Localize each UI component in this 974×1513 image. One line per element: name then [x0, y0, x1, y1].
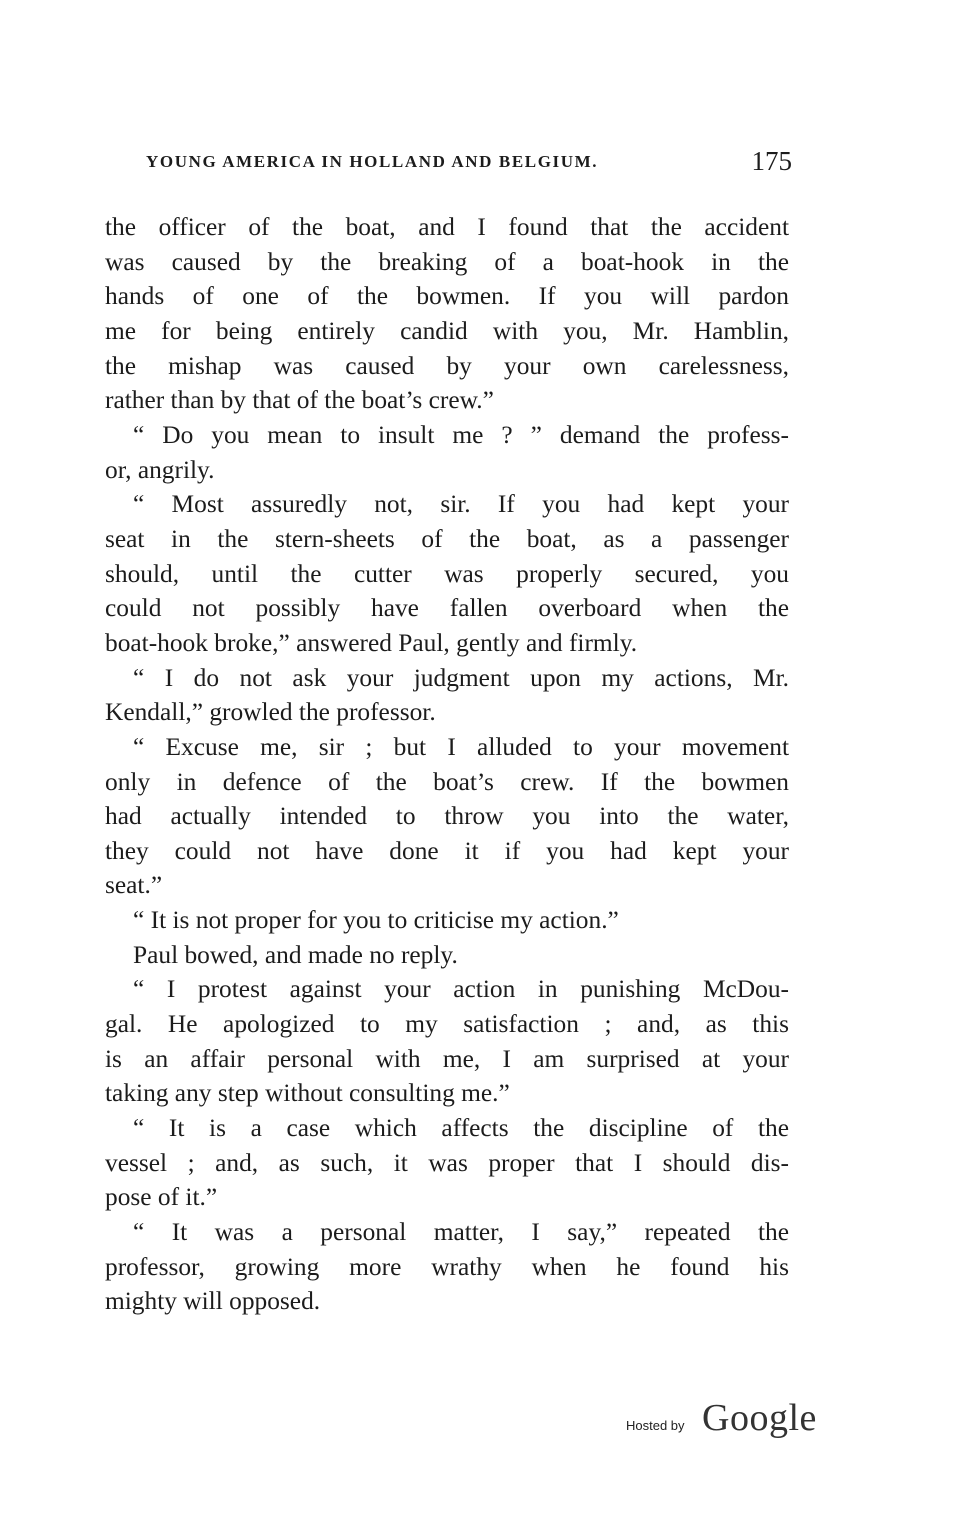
text-line: pose of it.”: [105, 1183, 218, 1212]
text-line: rather than by that of the boat’s crew.”: [105, 386, 494, 415]
text-line: vessel ; and, as such, it was proper that I should dis-: [105, 1148, 789, 1177]
text-line: mighty will opposed.: [105, 1287, 321, 1316]
text-line: the officer of the boat, and I found that the accident: [105, 213, 789, 241]
text-line: “ I do not ask your judgment upon my actions, Mr.: [133, 663, 789, 692]
text-line: only in defence of the boat’s crew. If the bowmen: [105, 767, 789, 796]
text-line: “ It was a personal matter, I say,” repeated the: [133, 1218, 789, 1247]
text-line: professor, growing more wrathy when he found his: [105, 1252, 789, 1281]
text-line: me for being entirely candid with you, Mr. Hamblin,: [105, 316, 789, 345]
hosted-by-google-watermark: [626, 1396, 826, 1446]
text-line: they could not have done it if you had kept your: [105, 836, 789, 865]
text-line: boat-hook broke,” answered Paul, gently and firmly.: [105, 628, 638, 657]
text-line: the mishap was caused by your own carelessness,: [105, 351, 789, 380]
text-line: taking any step without consulting me.”: [105, 1079, 510, 1108]
google-logo: Google: [702, 1397, 817, 1439]
text-line: “ It is not proper for you to criticise my action.”: [133, 906, 619, 935]
text-line: gal. He apologized to my satisfaction ; and, as this: [105, 1010, 789, 1039]
text-line: hands of one of the bowmen. If you will pardon: [105, 282, 789, 311]
text-line: or, angrily.: [105, 455, 215, 484]
running-head-title: YOUNG AMERICA IN HOLLAND AND BELGIUM.: [146, 152, 599, 171]
text-line: “ It is a case which affects the discipline of the: [133, 1114, 789, 1143]
text-line: seat.”: [105, 871, 163, 900]
body-text: [105, 210, 789, 1319]
text-line: had actually intended to throw you into the water,: [105, 802, 789, 831]
text-line: “ Most assuredly not, sir. If you had kept your: [133, 490, 789, 519]
text-line: was caused by the breaking of a boat-hook in the: [105, 247, 789, 276]
text-line: “ Do you mean to insult me ? ” demand the profess-: [133, 420, 789, 449]
running-head: [146, 146, 796, 176]
text-line: Kendall,” growled the professor.: [105, 698, 436, 727]
text-line: “ I protest against your action in punishing McDou-: [133, 975, 789, 1004]
text-line: seat in the stern-sheets of the boat, as a passenger: [105, 524, 789, 553]
text-line: should, until the cutter was properly secured, you: [105, 559, 789, 588]
page-number: 175: [751, 146, 792, 176]
text-line: Paul bowed, and made no reply.: [133, 940, 458, 969]
text-line: is an affair personal with me, I am surprised at your: [105, 1044, 789, 1073]
text-line: could not possibly have fallen overboard when the: [105, 594, 789, 623]
hosted-by-label: Hosted by: [626, 1418, 685, 1433]
text-line: “ Excuse me, sir ; but I alluded to your movement: [133, 732, 789, 761]
